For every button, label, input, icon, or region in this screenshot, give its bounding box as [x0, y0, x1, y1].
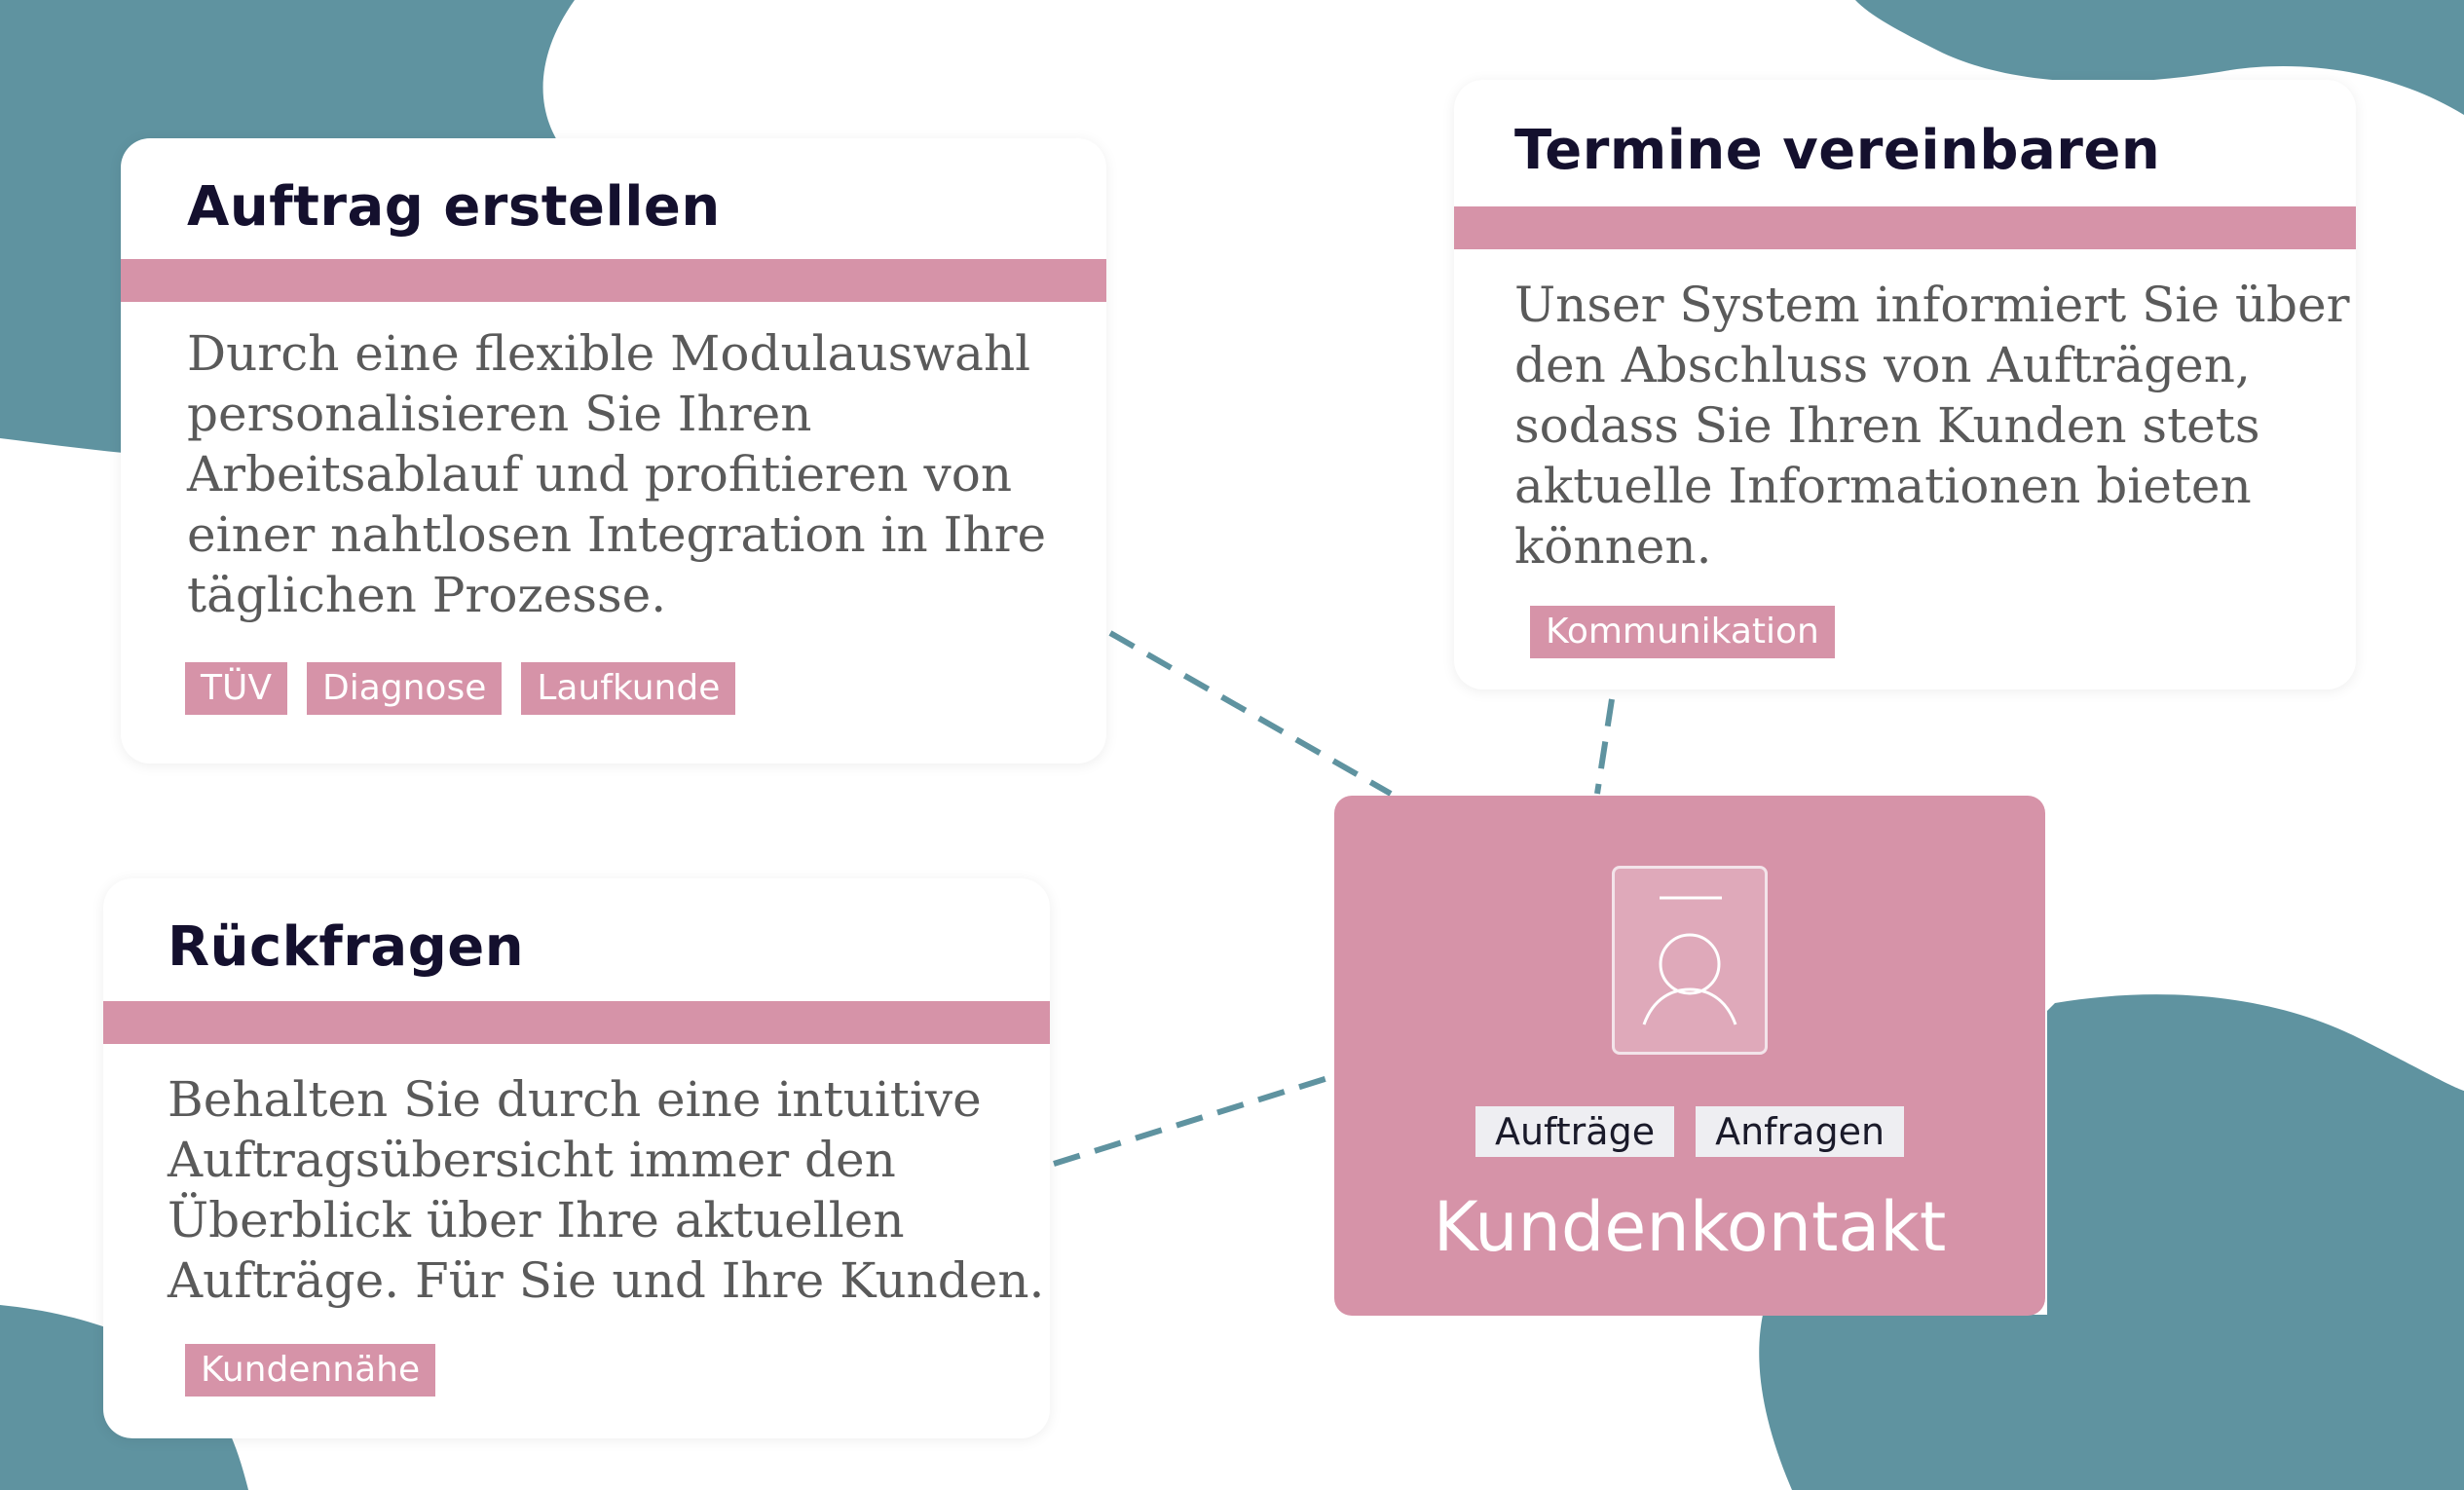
card-termine-vereinbaren: [1454, 80, 2356, 689]
card-title: Auftrag erstellen: [187, 175, 721, 239]
contact-badge-icon-svg: [1615, 869, 1765, 1052]
tag-list: [1530, 606, 1835, 658]
connector-rueckfragen: [1054, 1076, 1334, 1164]
connector-auftrag: [1110, 633, 1391, 794]
hub-title: Kundenkontakt: [1433, 1187, 1947, 1267]
body-line: Arbeitsablauf und profitieren von: [187, 446, 1013, 503]
card-rueckfragen: [103, 878, 1050, 1438]
contact-badge-icon: [1612, 866, 1768, 1055]
hub-tag-list: [1334, 1106, 2045, 1157]
body-line: den Abschluss von Aufträgen,: [1514, 337, 2251, 393]
connector-termine: [1597, 699, 1612, 794]
tag-kundennaehe[interactable]: Kundennähe: [185, 1344, 435, 1397]
tag-list: [185, 662, 735, 715]
body-line: Aufträge. Für Sie und Ihre Kunden.: [168, 1252, 1045, 1309]
body-line: personalisieren Sie Ihren: [187, 386, 812, 442]
body-line: Überblick über Ihre aktuellen: [168, 1192, 905, 1248]
body-line: aktuelle Informationen bieten: [1514, 458, 2252, 514]
body-line: täglichen Prozesse.: [187, 567, 667, 623]
card-accent-band: [103, 1001, 1050, 1044]
tag-kommunikation[interactable]: Kommunikation: [1530, 606, 1835, 658]
body-line: Behalten Sie durch eine intuitive: [168, 1071, 982, 1128]
body-line: können.: [1514, 518, 1712, 575]
body-line: Auftragsübersicht immer den: [168, 1132, 896, 1188]
hub-tag-anfragen[interactable]: Anfragen: [1696, 1106, 1904, 1157]
hub-tag-auftraege[interactable]: Aufträge: [1475, 1106, 1674, 1157]
body-line: Durch eine flexible Modulauswahl: [187, 325, 1031, 382]
tag-list: [185, 1344, 435, 1397]
card-body: [168, 1069, 1044, 1311]
body-line: Unser System informiert Sie über: [1514, 277, 2350, 333]
card-title: Rückfragen: [168, 915, 525, 979]
card-accent-band: [1454, 206, 2356, 249]
card-body: [1514, 275, 2350, 577]
card-body: [187, 323, 1046, 625]
tag-diagnose[interactable]: Diagnose: [307, 662, 502, 715]
card-auftrag-erstellen: [121, 138, 1106, 764]
tag-laufkunde[interactable]: Laufkunde: [521, 662, 735, 715]
card-accent-band: [121, 259, 1106, 302]
hub-kundenkontakt: [1334, 796, 2045, 1316]
body-line: einer nahtlosen Integration in Ihre: [187, 506, 1047, 563]
body-line: sodass Sie Ihren Kunden stets: [1514, 397, 2260, 454]
tag-tuev[interactable]: TÜV: [185, 662, 287, 715]
card-title: Termine vereinbaren: [1514, 119, 2161, 182]
